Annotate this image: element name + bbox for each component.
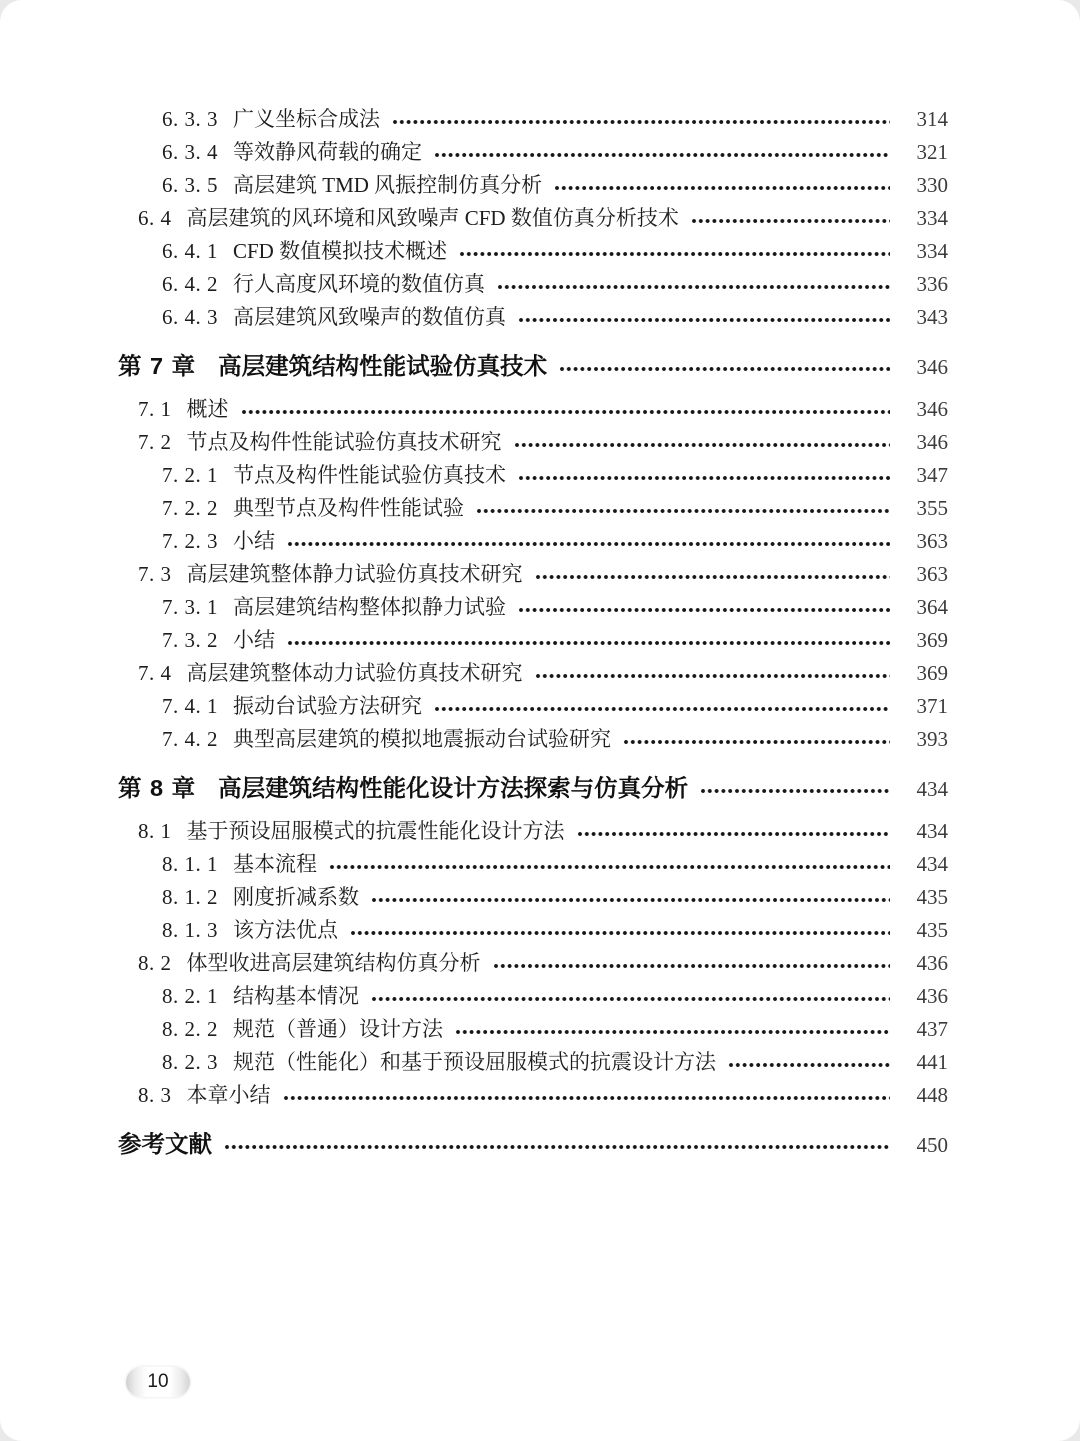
toc-entry-page: 371 — [916, 694, 948, 718]
toc-entry-page: 334 — [916, 239, 948, 263]
toc-entry-title: 规范（性能化）和基于预设屈服模式的抗震设计方法 — [233, 1050, 716, 1074]
dot-leader — [287, 541, 890, 547]
toc-entry-title: 刚度折减系数 — [233, 885, 359, 909]
toc-entry-title: 高层建筑的风环境和风致噪声 CFD 数值仿真分析技术 — [186, 206, 679, 230]
toc-entry-page: 435 — [916, 885, 948, 909]
toc-entry-number: 7. 3. 2 — [162, 628, 218, 652]
toc-entry-title: 高层建筑结构性能化设计方法探索与仿真分析 — [218, 775, 689, 801]
dot-leader — [224, 1144, 890, 1150]
dot-leader — [728, 1062, 890, 1068]
toc-entry-number: 6. 4 — [138, 206, 172, 230]
toc-entry-number: 6. 3. 4 — [162, 140, 218, 164]
toc-entry-row — [118, 848, 948, 881]
dot-leader — [554, 185, 890, 191]
toc-entry-page: 330 — [916, 173, 948, 197]
toc-entry-page: 334 — [916, 206, 948, 230]
toc-entry-row — [118, 492, 948, 525]
toc-entry-page: 346 — [916, 430, 948, 454]
toc-entry-page: 314 — [916, 107, 948, 131]
toc-entry-row — [118, 393, 948, 426]
toc-entry-title: 结构基本情况 — [233, 984, 359, 1008]
toc-entry-page: 346 — [916, 355, 948, 379]
toc-entry-number: 8. 1 — [138, 819, 172, 843]
toc-entry-number: 7. 2. 3 — [162, 529, 218, 553]
toc-entry-number: 6. 3. 5 — [162, 173, 218, 197]
toc-entry-row — [118, 136, 948, 169]
toc-entry-page: 363 — [916, 529, 948, 553]
toc-entry-row — [118, 558, 948, 591]
toc-entry-number: 7. 3. 1 — [162, 595, 218, 619]
dot-leader — [497, 284, 890, 290]
dot-leader — [476, 508, 890, 514]
dot-leader — [559, 366, 890, 372]
toc-entry-row — [118, 235, 948, 268]
toc-entry-page: 347 — [916, 463, 948, 487]
dot-leader — [392, 119, 890, 125]
toc-entry-number: 8. 1. 2 — [162, 885, 218, 909]
dot-leader — [434, 152, 890, 158]
dot-leader — [287, 640, 890, 646]
toc-entry-page: 434 — [916, 852, 948, 876]
toc-entry-number: 7. 3 — [138, 562, 172, 586]
toc-entry-title: 高层建筑 TMD 风振控制仿真分析 — [233, 173, 543, 197]
dot-leader — [283, 1095, 891, 1101]
toc-entry-number: 8. 2. 3 — [162, 1050, 218, 1074]
toc-entry-title: 本章小结 — [186, 1083, 271, 1107]
toc-entry-number: 6. 4. 2 — [162, 272, 218, 296]
toc-entry-page: 369 — [916, 628, 948, 652]
dot-leader — [691, 218, 890, 224]
toc-entry-number: 6. 3. 3 — [162, 107, 218, 131]
dot-leader — [459, 251, 890, 257]
toc-entry-title: 高层建筑风致噪声的数值仿真 — [233, 305, 506, 329]
toc-entry-page: 369 — [916, 661, 948, 685]
dot-leader — [350, 930, 890, 936]
toc-entry-row — [118, 1128, 948, 1161]
toc-entry-number: 8. 1. 3 — [162, 918, 218, 942]
toc-entry-row — [118, 426, 948, 459]
toc-entry-row — [118, 690, 948, 723]
dot-leader — [329, 864, 890, 870]
toc-chapter-row — [118, 350, 948, 383]
toc-entry-page: 441 — [916, 1050, 948, 1074]
toc-entry-row — [118, 169, 948, 202]
toc-entry-number: 8. 2. 1 — [162, 984, 218, 1008]
toc-entry-title: 高层建筑结构性能试验仿真技术 — [218, 353, 548, 379]
dot-leader — [514, 442, 891, 448]
toc-entry-page: 355 — [916, 496, 948, 520]
toc-entry-number: 7. 2. 2 — [162, 496, 218, 520]
toc-entry-page: 393 — [916, 727, 948, 751]
dot-leader — [241, 409, 891, 415]
toc-entry-row — [118, 591, 948, 624]
toc-entry-number: 8. 2. 2 — [162, 1017, 218, 1041]
toc-entry-title: 行人高度风环境的数值仿真 — [233, 272, 485, 296]
toc-entry-row — [118, 103, 948, 136]
dot-leader — [535, 574, 891, 580]
dot-leader — [518, 475, 890, 481]
toc-entry-title: 等效静风荷载的确定 — [233, 140, 422, 164]
dot-leader — [577, 831, 891, 837]
toc-entry-number: 8. 3 — [138, 1083, 172, 1107]
toc-entry-number: 8. 2 — [138, 951, 172, 975]
toc-entry-page: 437 — [916, 1017, 948, 1041]
dot-leader — [371, 996, 890, 1002]
toc-entry-row — [118, 624, 948, 657]
toc-entry-row — [118, 268, 948, 301]
toc-chapter-row — [118, 772, 948, 805]
toc-entry-page: 435 — [916, 918, 948, 942]
toc-entry-title: CFD 数值模拟技术概述 — [233, 239, 448, 263]
toc-entry-title: 小结 — [233, 628, 275, 652]
toc-entry-row — [118, 301, 948, 334]
toc-entry-page: 336 — [916, 272, 948, 296]
toc-entry-number: 6. 4. 3 — [162, 305, 218, 329]
toc-entry-number: 8. 1. 1 — [162, 852, 218, 876]
toc-entry-row — [118, 1013, 948, 1046]
toc-entry-title: 节点及构件性能试验仿真技术 — [233, 463, 506, 487]
toc-entry-row — [118, 980, 948, 1013]
dot-leader — [434, 706, 890, 712]
toc-entry-row — [118, 914, 948, 947]
toc-entry-title: 广义坐标合成法 — [233, 107, 380, 131]
toc-entry-page: 363 — [916, 562, 948, 586]
toc-entry-number: 7. 2 — [138, 430, 172, 454]
toc-entry-row — [118, 723, 948, 756]
toc-entry-title: 高层建筑结构整体拟静力试验 — [233, 595, 506, 619]
page-number-pill — [126, 1367, 190, 1397]
toc-entry-row — [118, 815, 948, 848]
toc-entry-number: 7. 4. 1 — [162, 694, 218, 718]
table-of-contents — [118, 103, 948, 1171]
dot-leader — [371, 897, 890, 903]
toc-entry-number: 7. 4. 2 — [162, 727, 218, 751]
toc-entry-page: 450 — [916, 1133, 948, 1157]
toc-entry-page: 434 — [916, 777, 948, 801]
toc-entry-title: 高层建筑整体动力试验仿真技术研究 — [186, 661, 523, 685]
dot-leader — [623, 739, 890, 745]
dot-leader — [535, 673, 891, 679]
toc-entry-title: 小结 — [233, 529, 275, 553]
toc-entry-title: 典型高层建筑的模拟地震振动台试验研究 — [233, 727, 611, 751]
toc-entry-row — [118, 947, 948, 980]
toc-entry-number: 7. 2. 1 — [162, 463, 218, 487]
toc-entry-page: 436 — [916, 951, 948, 975]
toc-entry-page: 436 — [916, 984, 948, 1008]
footer-page-number: 10 — [147, 1371, 169, 1392]
toc-entry-title: 概述 — [186, 397, 229, 421]
toc-entry-number: 7. 1 — [138, 397, 172, 421]
toc-entry-title: 参考文献 — [118, 1131, 212, 1157]
dot-leader — [493, 963, 891, 969]
toc-entry-row — [118, 1079, 948, 1112]
toc-entry-row — [118, 881, 948, 914]
toc-entry-title: 该方法优点 — [233, 918, 338, 942]
toc-entry-title: 典型节点及构件性能试验 — [233, 496, 464, 520]
toc-entry-page: 448 — [916, 1083, 948, 1107]
toc-entry-number: 第 7 章 — [118, 353, 197, 379]
toc-entry-row — [118, 1046, 948, 1079]
toc-entry-page: 364 — [916, 595, 948, 619]
toc-entry-page: 346 — [916, 397, 948, 421]
dot-leader — [700, 788, 890, 794]
toc-entry-row — [118, 525, 948, 558]
dot-leader — [518, 607, 890, 613]
toc-entry-title: 体型收进高层建筑结构仿真分析 — [186, 951, 481, 975]
toc-entry-title: 基于预设屈服模式的抗震性能化设计方法 — [186, 819, 565, 843]
toc-entry-title: 振动台试验方法研究 — [233, 694, 422, 718]
toc-entry-number: 第 8 章 — [118, 775, 197, 801]
toc-entry-title: 节点及构件性能试验仿真技术研究 — [186, 430, 502, 454]
toc-entry-page: 434 — [916, 819, 948, 843]
toc-entry-number: 6. 4. 1 — [162, 239, 218, 263]
toc-entry-page: 343 — [916, 305, 948, 329]
dot-leader — [518, 317, 890, 323]
toc-entry-row — [118, 202, 948, 235]
toc-entry-title: 高层建筑整体静力试验仿真技术研究 — [186, 562, 523, 586]
toc-entry-title: 规范（普通）设计方法 — [233, 1017, 443, 1041]
toc-entry-row — [118, 657, 948, 690]
toc-entry-number: 7. 4 — [138, 661, 172, 685]
dot-leader — [455, 1029, 890, 1035]
toc-entry-title: 基本流程 — [233, 852, 317, 876]
toc-entry-row — [118, 459, 948, 492]
toc-entry-page: 321 — [916, 140, 948, 164]
